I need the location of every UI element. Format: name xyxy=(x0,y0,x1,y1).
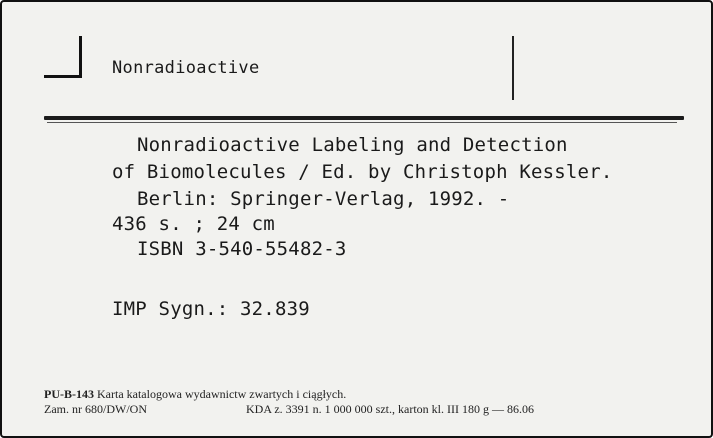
corner-mark xyxy=(79,36,82,78)
card-heading: Nonradioactive xyxy=(112,58,260,78)
extent-line: 436 s. ; 24 cm xyxy=(112,213,275,235)
header-rule-shadow xyxy=(47,122,677,123)
imprint-line: Berlin: Springer-Verlag, 1992. - xyxy=(137,188,510,210)
footer-title-line xyxy=(44,387,346,402)
title-line-1: Nonradioactive Labeling and Detection xyxy=(137,134,568,156)
call-number: IMP Sygn.: 32.839 xyxy=(112,298,310,320)
form-title: Karta katalogowa wydawnictw zwartych i ciągłych. xyxy=(97,387,347,401)
header-rule xyxy=(44,116,684,120)
form-code: PU-B-143 xyxy=(44,387,94,401)
heading-divider xyxy=(512,36,514,100)
print-info: KDA z. 3391 n. 1 000 000 szt., karton kl. III 180 g — 86.06 xyxy=(246,402,534,416)
title-line-2: of Biomolecules / Ed. by Christoph Kessler. xyxy=(112,161,613,183)
corner-mark-base xyxy=(44,75,82,78)
isbn-line: ISBN 3-540-55482-3 xyxy=(137,238,347,260)
order-number: Zam. nr 680/DW/ON xyxy=(44,402,147,416)
